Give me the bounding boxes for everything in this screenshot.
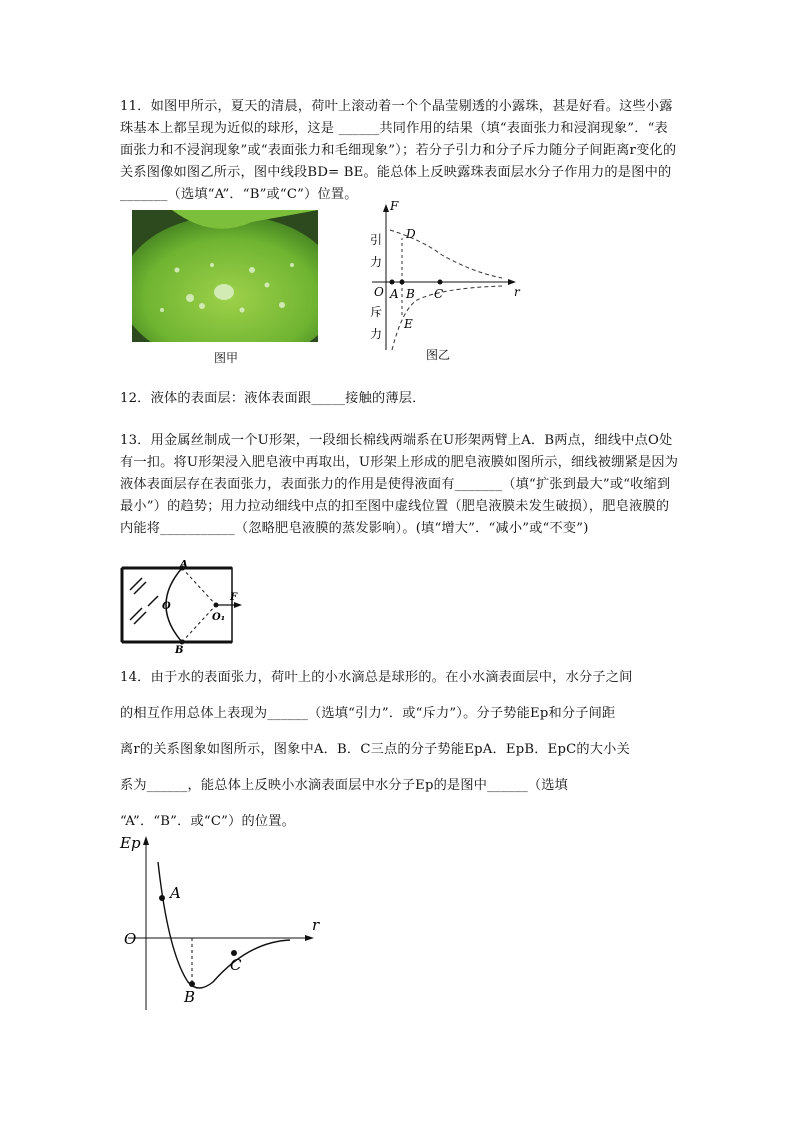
question-12-text: 12．液体的表面层：液体表面跟_____接触的薄层．	[120, 391, 426, 406]
attract-label-1: 引	[370, 233, 383, 247]
frame-point-o: O	[162, 601, 171, 612]
graph-axis-r: r	[514, 285, 520, 299]
graph-point-c: C	[434, 287, 444, 301]
question-11-text: 11．如图甲所示，夏天的清晨，荷叶上滚动着一个个晶莹剔透的小露珠，甚是好看。这些小露珠基本上都呈现为近似的球形，这是 ______共同作用的结果（填“表面张力和浸润现象”．“表面张力和不浸润现象”或“表面张力和毛细现象”）；若分子引力和分子斥力随分子间距离r变化的关系图像如图乙所示，图中线段BD= BE。能总体上反映露珠表面层水分子作用力的是图中的 _______（选填“A”．“B”或“C”）位置。	[120, 99, 677, 202]
ep-axis-label: Ep	[120, 834, 141, 852]
question-13	[120, 430, 680, 540]
u-frame-figure	[120, 560, 244, 656]
graph-point-b: B	[406, 287, 415, 301]
ep-origin: O	[124, 930, 137, 948]
graph-axis-f: F	[390, 200, 399, 213]
question-14-line-3: 离r的关系图象如图所示，图象中A．B．C三点的分子势能EpA．EpB．EpC的大小关	[120, 742, 630, 757]
figure-a-caption: 图甲	[214, 351, 239, 365]
frame-point-b: B	[175, 645, 184, 656]
frame-force-f: F	[230, 592, 238, 603]
attract-label-2: 力	[370, 255, 383, 269]
question-14	[120, 660, 680, 840]
frame-point-a: A	[180, 560, 188, 570]
question-14-line-2: 的相互作用总体上表现为______（选填“引力”．或“斥力”）。分子势能Ep和分子间距	[120, 706, 616, 721]
repel-label-1: 斥	[370, 305, 383, 319]
ep-point-b: B	[184, 988, 196, 1006]
question-14-line-5: “A”．“B”．或“C”）的位置。	[120, 814, 296, 829]
graph-point-e: E	[404, 317, 413, 331]
figure-b-caption: 图乙	[426, 348, 451, 362]
potential-energy-graph	[118, 832, 328, 1012]
ep-point-a: A	[170, 884, 181, 902]
graph-point-a: A	[390, 287, 399, 301]
lotus-leaf-image	[132, 210, 318, 342]
question-12	[120, 388, 680, 410]
question-14-line-1: 14．由于水的表面张力，荷叶上的小水滴总是球形的。在小水滴表面层中，水分子之间	[120, 670, 633, 685]
graph-point-d: D	[406, 227, 416, 241]
ep-point-c: C	[230, 956, 242, 974]
repel-label-2: 力	[370, 327, 383, 341]
graph-origin: O	[374, 285, 384, 299]
ep-axis-r: r	[312, 916, 320, 934]
frame-point-o1: O₁	[212, 612, 226, 623]
question-11	[120, 96, 680, 206]
question-13-text: 13．用金属丝制成一个U形架，一段细长棉线两端系在U形架两臂上A．B两点，细线中点O处有一扣。将U形架浸入肥皂液中再取出，U形架上形成的肥皂液膜如图所示，细线被绷紧是因为液体表面层存在表面张力，表面张力的作用是使得液面有_______（填“扩张到最大”或“收缩到最小”）的趋势；用力拉动细线中点的扣至图中虚线位置（肥皂液膜未发生破损），肥皂液膜的内能将___________（忽略肥皂液膜的蒸发影响）。(填“增大”．“减小”或“不变”)	[120, 433, 679, 536]
force-distance-graph	[362, 200, 527, 360]
question-14-line-4: 系为______，能总体上反映小水滴表面层中水分子Ep的是图中______（选填	[120, 778, 569, 793]
